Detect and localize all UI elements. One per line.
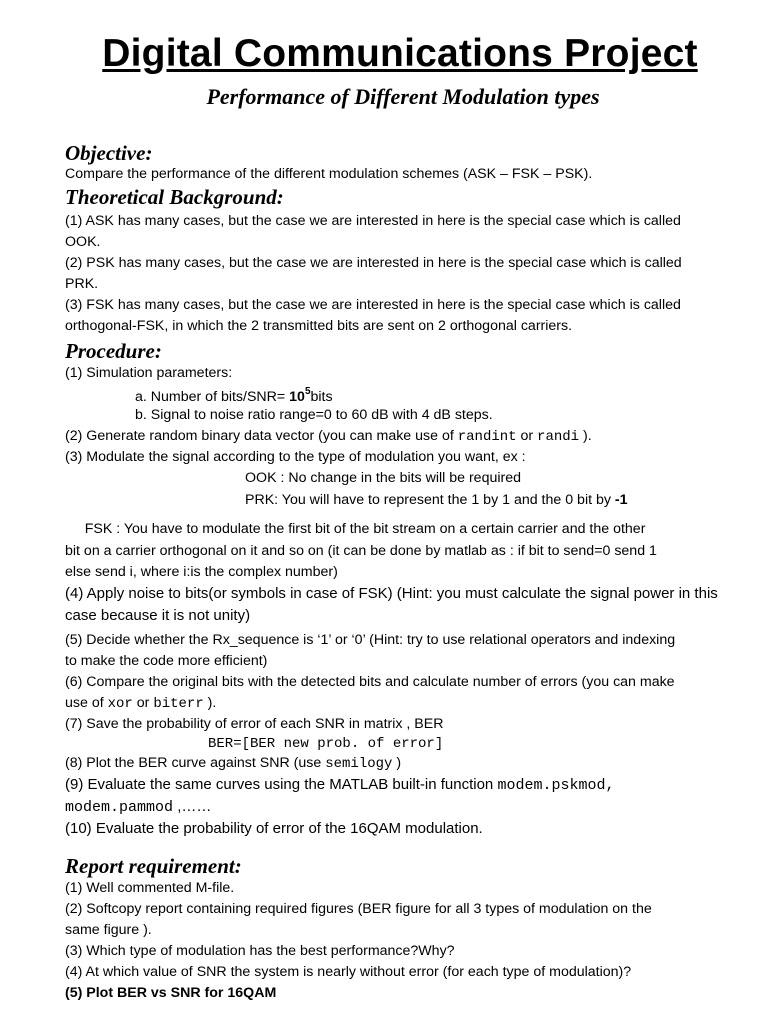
procedure-step-6: (6) Compare the original bits with the detected bits and calculate number of errors (you can make	[65, 674, 675, 690]
procedure-step-2	[65, 428, 592, 445]
prk-value: -1	[614, 492, 628, 508]
bits-count-exponent: 5	[304, 386, 311, 397]
report-item-1: (1) Well commented M-file.	[65, 880, 235, 896]
bits-count-base: 10	[289, 389, 305, 405]
step-6-end: ).	[203, 695, 217, 711]
code-semilogy: semilogy	[325, 756, 393, 772]
procedure-step-4: case because it is not unity)	[65, 607, 251, 624]
procedure-step-9	[65, 798, 211, 816]
code-randint: randint	[457, 429, 517, 445]
step-6-text: use of	[65, 695, 108, 711]
background-line: (1) ASK has many cases, but the case we are interested in here is the special case which is called	[65, 213, 681, 229]
background-line: orthogonal-FSK, in which the 2 transmitted bits are sent on 2 orthogonal carriers.	[65, 318, 573, 334]
fsk-line: else send i, where i:is the complex number)	[65, 564, 338, 580]
page-subtitle: Performance of Different Modulation types	[206, 84, 600, 109]
procedure-step-10: (10) Evaluate the probability of error of the 16QAM modulation.	[65, 820, 483, 837]
objective-text: Compare the performance of the different modulation schemes (ASK – FSK – PSK).	[65, 166, 593, 182]
report-item-4: (4) At which value of SNR the system is nearly without error (for each type of modulation)?	[65, 964, 632, 980]
background-heading: Theoretical Background:	[65, 185, 284, 209]
step-2-text: (2) Generate random binary data vector (you can make use of	[65, 428, 458, 444]
report-item-5: (5) Plot BER vs SNR for 16QAM	[65, 985, 277, 1001]
ber-code-line: BER=[BER new prob. of error]	[208, 736, 444, 752]
procedure-step-1a	[135, 386, 333, 405]
background-line: PRK.	[65, 276, 99, 292]
procedure-heading: Procedure:	[65, 339, 162, 363]
report-heading: Report requirement:	[65, 854, 242, 878]
step-8-end: )	[392, 755, 402, 771]
background-line: (3) FSK has many cases, but the case we are interested in here is the special case which is called	[65, 297, 681, 313]
background-line: (2) PSK has many cases, but the case we are interested in here is the special case which is called	[65, 255, 682, 271]
procedure-step-5: to make the code more efficient)	[65, 653, 268, 669]
page-title: Digital Communications Project	[102, 32, 698, 75]
ook-line: OOK : No change in the bits will be required	[245, 470, 522, 486]
fsk-line: FSK : You have to modulate the first bit of the bit stream on a certain carrier and the other	[65, 521, 646, 537]
step-9-text: (9) Evaluate the same curves using the MATLAB built-in function	[65, 776, 498, 793]
report-item-2: (2) Softcopy report containing required figures (BER figure for all 3 types of modulation on the	[65, 901, 652, 917]
prk-line	[245, 492, 628, 508]
step-9-end: ,……	[173, 798, 212, 815]
background-line: OOK.	[65, 234, 101, 250]
code-biterr: biterr	[153, 696, 204, 712]
step-6-or: or	[132, 695, 154, 711]
report-item-2: same figure ).	[65, 922, 152, 938]
procedure-step-4: (4) Apply noise to bits(or symbols in case of FSK) (Hint: you must calculate the signal power in this	[65, 585, 718, 602]
procedure-step-9	[65, 776, 614, 794]
code-randi: randi	[537, 429, 580, 445]
procedure-step-3: (3) Modulate the signal according to the type of modulation you want, ex :	[65, 449, 526, 465]
procedure-step-6	[65, 695, 216, 712]
code-xor: xor	[107, 696, 133, 712]
code-pammod: modem.pammod	[65, 799, 174, 816]
fsk-line: bit on a carrier orthogonal on it and so on (it can be done by matlab as : if bit to send=0 send 1	[65, 543, 657, 559]
procedure-step-1: (1) Simulation parameters:	[65, 365, 233, 381]
step-8-text: (8) Plot the BER curve against SNR (use	[65, 755, 326, 771]
procedure-step-5: (5) Decide whether the Rx_sequence is ‘1’ or ‘0’ (Hint: try to use relational operators and indexing	[65, 632, 676, 648]
objective-heading: Objective:	[65, 141, 153, 165]
step-1a-text: a. Number of bits/SNR=	[135, 389, 290, 405]
report-item-3: (3) Which type of modulation has the best performance?Why?	[65, 943, 455, 959]
code-pskmod: modem.pskmod,	[497, 777, 615, 794]
procedure-step-1b: b. Signal to noise ratio range=0 to 60 dB with 4 dB steps.	[135, 407, 493, 423]
step-1a-unit: bits	[310, 389, 333, 405]
prk-text: PRK: You will have to represent the 1 by 1 and the 0 bit by	[245, 492, 615, 508]
step-2-or: or	[516, 428, 538, 444]
procedure-step-8	[65, 755, 401, 772]
step-2-end: ).	[579, 428, 592, 444]
procedure-step-7: (7) Save the probability of error of each SNR in matrix , BER	[65, 716, 444, 732]
